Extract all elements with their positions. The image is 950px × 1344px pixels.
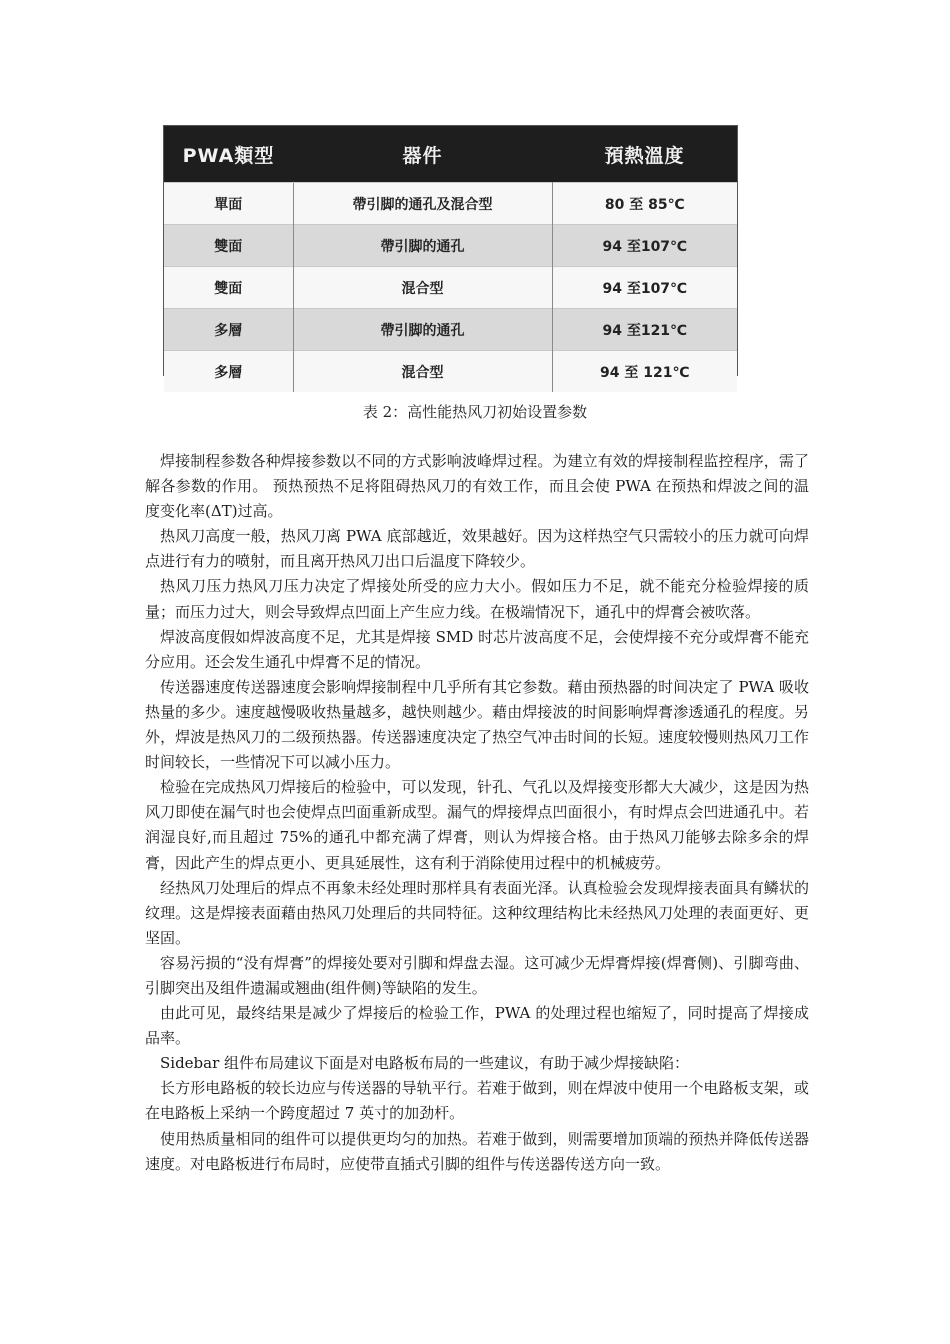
cell-temperature: 80 至 85℃ (552, 183, 737, 225)
cell-component: 混合型 (293, 267, 552, 309)
paragraph: 容易污损的“没有焊膏”的焊接处要对引脚和焊盘去湿。这可减少无焊膏焊接(焊膏侧)、引脚弯曲、引脚突出及组件遗漏或翘曲(组件侧)等缺陷的发生。 (145, 953, 809, 997)
paragraph: 经热风刀处理后的焊点不再象未经处理时那样具有表面光泽。认真检验会发现焊接表面具有鳞状的纹理。这是焊接表面藉由热风刀处理后的共同特征。这种纹理结构比未经热风刀处理的表面更好、更坚固。 (145, 878, 809, 947)
cell-pwa-type: 多層 (164, 351, 293, 393)
header-preheat-temp: 預熱溫度 (552, 126, 737, 183)
cell-pwa-type: 多層 (164, 309, 293, 351)
paragraph: 热风刀高度一般，热风刀离 PWA 底部越近，效果越好。因为这样热空气只需较小的压力就可向焊点进行有力的喷射，而且离开热风刀出口后温度下降较少。 (145, 527, 809, 571)
cell-temperature: 94 至107℃ (552, 225, 737, 267)
cell-component: 帶引脚的通孔及混合型 (293, 183, 552, 225)
paragraph: 传送器速度传送器速度会影响焊接制程中几乎所有其它参数。藉由预热器的时间决定了 PWA 吸收热量的多少。速度越慢吸收热量越多，越快则越少。藉由焊接波的时间影响焊膏渗透通孔的程度。另外，焊波是热风刀的二级预热器。传送器速度决定了热空气冲击时间的长短。速度较慢则热风刀工作时间较长，一些情况下可以减小压力。 (145, 677, 809, 772)
paragraph: 由此可见，最终结果是减少了焊接后的检验工作，PWA 的处理过程也缩短了，同时提高了焊接成品率。 (145, 1004, 809, 1048)
cell-temperature: 94 至 121℃ (552, 351, 737, 393)
table-row (164, 309, 737, 351)
paragraph: 检验在完成热风刀焊接后的检验中，可以发现，针孔、气孔以及焊接变形都大大减少，这是因为热风刀即使在漏气时也会使焊点凹面重新成型。漏气的焊接焊点凹面很小，有时焊点会凹进通孔中。若润湿良好,而且超过 75%的通孔中都充满了焊膏，则认为焊接合格。由于热风刀能够去除多余的焊膏，因此产生的焊点更小、更具延展性，这有利于消除使用过程中的机械疲劳。 (145, 778, 809, 872)
table-header-row (164, 126, 737, 183)
table-row (164, 351, 737, 393)
cell-pwa-type: 雙面 (164, 267, 293, 309)
body-text (145, 449, 809, 1177)
cell-component: 帶引脚的通孔 (293, 309, 552, 351)
paragraph: 使用热质量相同的组件可以提供更均匀的加热。若难于做到，则需要增加顶端的预热并降低传送器速度。对电路板进行布局时，应使带直插式引脚的组件与传送器传送方向一致。 (145, 1129, 809, 1173)
table-caption: 表 2：高性能热风刀初始设置参数 (362, 403, 588, 421)
paragraph: 热风刀压力热风刀压力决定了焊接处所受的应力大小。假如压力不足，就不能充分检验焊接的质量；而压力过大，则会导致焊点凹面上产生应力线。在极端情况下，通孔中的焊膏会被吹落。 (145, 577, 809, 621)
cell-component: 混合型 (293, 351, 552, 393)
cell-temperature: 94 至121℃ (552, 309, 737, 351)
cell-pwa-type: 單面 (164, 183, 293, 225)
cell-temperature: 94 至107℃ (552, 267, 737, 309)
cell-component: 帶引脚的通孔 (293, 225, 552, 267)
table-row (164, 267, 737, 309)
paragraph: 长方形电路板的较长边应与传送器的导轨平行。若难于做到，则在焊波中使用一个电路板支架，或在电路板上采纳一个跨度超过 7 英寸的加劲杆。 (145, 1079, 809, 1123)
cell-pwa-type: 雙面 (164, 225, 293, 267)
preheat-table-image (163, 125, 738, 381)
table-row (164, 225, 737, 267)
paragraph: Sidebar 组件布局建议下面是对电路板布局的一些建议，有助于减少焊接缺陷： (160, 1054, 690, 1073)
preheat-table (164, 126, 737, 392)
header-component: 器件 (293, 126, 552, 183)
paragraph: 焊波高度假如焊波高度不足，尤其是焊接 SMD 时芯片波高度不足，会使焊接不充分或焊膏不能充分应用。还会发生通孔中焊膏不足的情况。 (145, 627, 809, 671)
header-pwa-type: PWA類型 (164, 126, 293, 183)
table-row (164, 183, 737, 225)
paragraph: 焊接制程参数各种焊接参数以不同的方式影响波峰焊过程。为建立有效的焊接制程监控程序，需了解各参数的作用。 预热预热不足将阻碍热风刀的有效工作，而且会使 PWA 在预热和焊波之间的温度变化率(ΔT)过高。 (145, 452, 809, 521)
